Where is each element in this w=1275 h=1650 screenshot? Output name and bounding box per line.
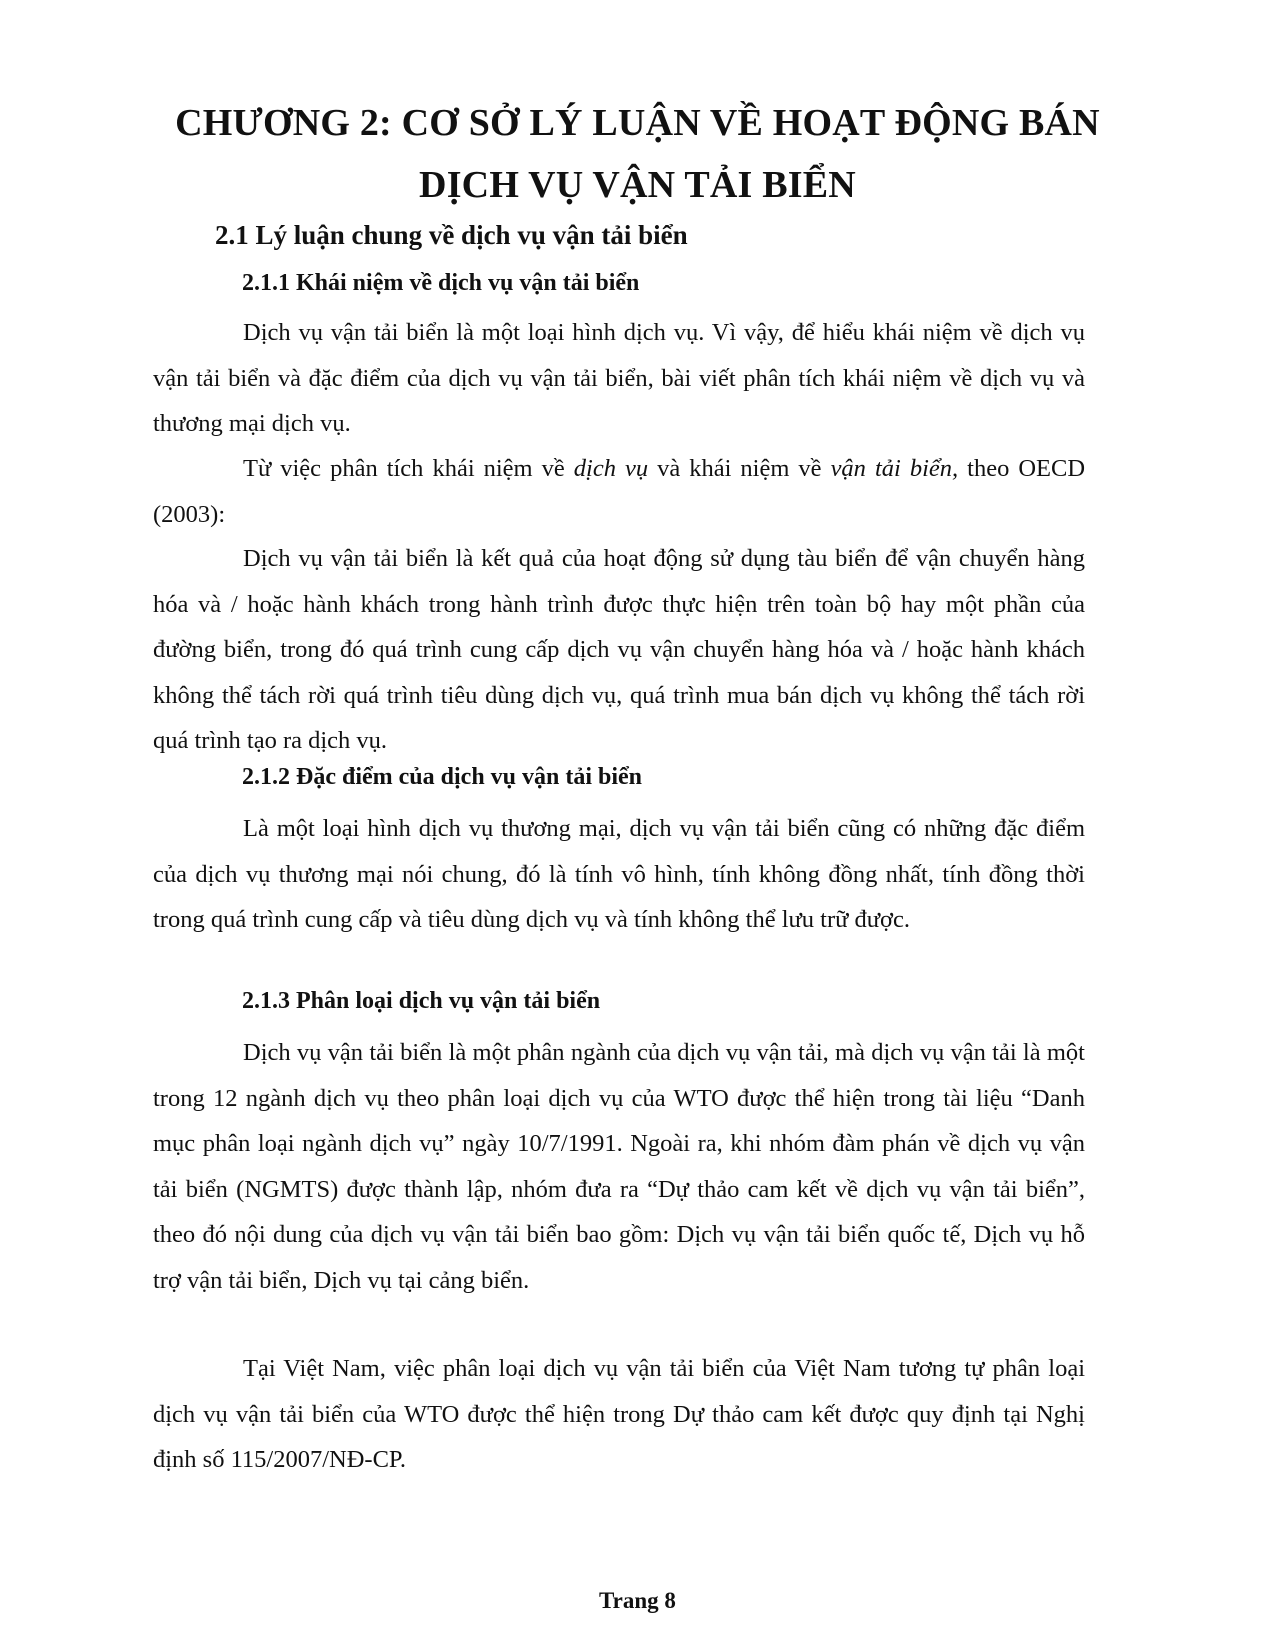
chapter-title-line-2: DỊCH VỤ VẬN TẢI BIỂN: [419, 164, 856, 206]
chapter-title-line-1: CHƯƠNG 2: CƠ SỞ LÝ LUẬN VỀ HOẠT ĐỘNG BÁN: [175, 102, 1100, 144]
paragraph-text-part: theo OECD (2003):: [153, 455, 1086, 528]
italic-term-service: dịch vụ: [573, 455, 649, 482]
paragraph-text: Dịch vụ vận tải biển là một phân ngành của dịch vụ vận tải, mà dịch vụ vận tải là một trong 12 ngành dịch vụ theo phân loại dịch vụ của WTO được thể hiện trong tài liệu “Danh mục phân loại ngành dịch vụ” ngày 10/7/1991. Ngoài ra, khi nhóm đàm phán về dịch vụ vận tải biển (NGMTS) được thành lập, nhóm đưa ra “Dự thảo cam kết về dịch vụ vận tải biển”, theo đó nội dung của dịch vụ vận tải biển bao gồm: Dịch vụ vận tải biển quốc tế, Dịch vụ hỗ trợ vận tải biển, Dịch vụ tại cảng biển.: [153, 1039, 1085, 1294]
section-2-1-1-paragraph-2: [153, 446, 1085, 537]
section-2-1-3-paragraph-2: [153, 1346, 1085, 1483]
section-2-1-1-paragraph-3: [153, 536, 1085, 764]
section-2-1-2-heading: 2.1.2 Đặc điểm của dịch vụ vận tải biển: [242, 764, 643, 790]
section-2-1-1-heading: 2.1.1 Khái niệm về dịch vụ vận tải biển: [242, 270, 640, 296]
section-2-1-heading: 2.1 Lý luận chung về dịch vụ vận tải biển: [215, 220, 688, 250]
section-2-1-3-paragraph-1: [153, 1030, 1085, 1303]
paragraph-text-part: và khái niệm về: [648, 455, 831, 482]
page-number: Trang 8: [599, 1588, 676, 1613]
paragraph-text-part: Từ việc phân tích khái niệm về: [243, 455, 574, 482]
paragraph-text: Dịch vụ vận tải biển là kết quả của hoạt động sử dụng tàu biển để vận chuyển hàng hóa và / hoặc hành khách trong hành trình được thực hiện trên toàn bộ hay một phần của đường biển, trong đó quá trình cung cấp dịch vụ vận chuyển hàng hóa và / hoặc hành khách không thể tách rời quá trình tiêu dùng dịch vụ, quá trình mua bán dịch vụ không thể tách rời quá trình tạo ra dịch vụ.: [153, 545, 1085, 754]
paragraph-text: Là một loại hình dịch vụ thương mại, dịch vụ vận tải biển cũng có những đặc điểm của dịch vụ thương mại nói chung, đó là tính vô hình, tính không đồng nhất, tính đồng thời trong quá trình cung cấp và tiêu dùng dịch vụ và tính không thể lưu trữ được.: [153, 815, 1085, 933]
paragraph-text: Dịch vụ vận tải biển là một loại hình dịch vụ. Vì vậy, để hiểu khái niệm về dịch vụ vận tải biển và đặc điểm của dịch vụ vận tải biển, bài viết phân tích khái niệm về dịch vụ và thương mại dịch vụ.: [153, 319, 1085, 437]
section-2-1-1-paragraph-1: [153, 310, 1085, 447]
section-2-1-2-paragraph-1: [153, 806, 1085, 943]
section-2-1-3-heading: 2.1.3 Phân loại dịch vụ vận tải biển: [242, 988, 601, 1014]
paragraph-text: Tại Việt Nam, việc phân loại dịch vụ vận tải biển của Việt Nam tương tự phân loại dịch vụ vận tải biển của WTO được thể hiện trong Dự thảo cam kết được quy định tại Nghị định số 115/2007/NĐ-CP.: [153, 1355, 1085, 1473]
italic-term-sea-transport: vận tải biển,: [830, 455, 959, 482]
